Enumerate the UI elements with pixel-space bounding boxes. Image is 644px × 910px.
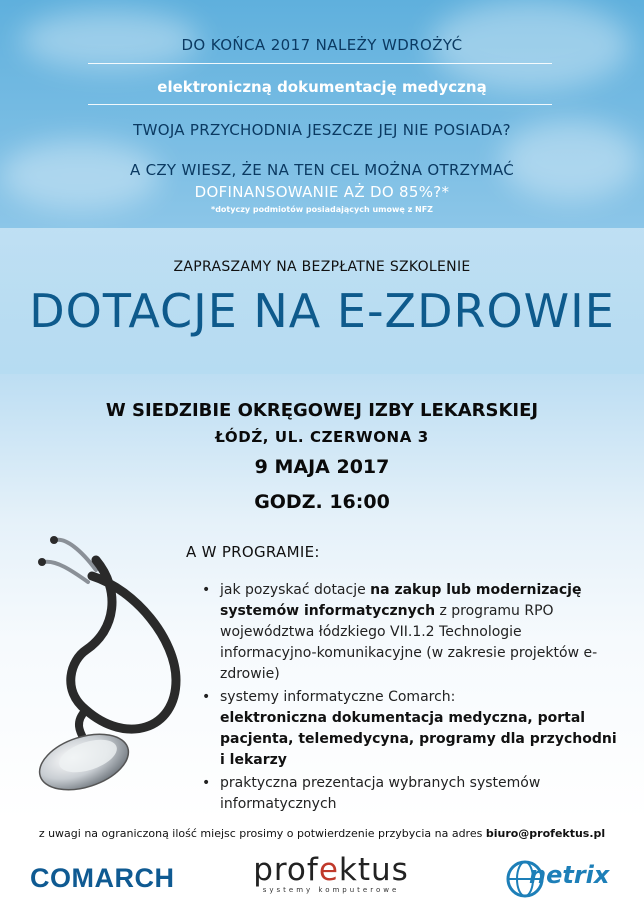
event-date: 9 MAJA 2017: [254, 456, 390, 478]
profektus-logo-subtitle: systemy komputerowe: [262, 886, 400, 894]
list-item-bold-text: elektroniczna dokumentacja medyczna, portal pacjenta, telemedycyna, programy dla przychodni i lekarzy: [220, 710, 617, 768]
list-item-bold-text: na zakup lub modernizację systemów informatycznych: [220, 582, 582, 619]
intro-footnote: *dotyczy podmiotów posiadających umowę z NFZ: [211, 205, 433, 214]
venue-address: ŁÓDŹ, UL. CZERWONA 3: [215, 428, 429, 446]
intro-line-5: DOFINANSOWANIE AŻ DO 85%?*: [194, 183, 450, 201]
intro-line-1: DO KOŃCA 2017 NALEŻY WDROŻYĆ: [181, 36, 463, 54]
list-item-text: systemy informatyczne Comarch:: [220, 689, 456, 705]
list-item-text: praktyczna prezentacja wybranych systemów informatycznych: [220, 775, 541, 812]
separator-line: [88, 63, 552, 64]
netrix-logo: [505, 855, 625, 899]
stethoscope-icon: [26, 530, 206, 800]
bullet-icon: •: [202, 582, 211, 598]
profektus-logo-text: profektus: [253, 852, 409, 888]
list-item-text: z programu RPO województwa łódzkiego VII.1.2 Technologie informacyjno-komunikacyjne (w zakresie projektów e-zdrowie): [220, 603, 598, 682]
list-item: [200, 773, 620, 815]
invite-line: ZAPRASZAMY NA BEZPŁATNE SZKOLENIE: [173, 259, 471, 275]
separator-line: [88, 104, 552, 105]
intro-line-2: elektroniczną dokumentację medyczną: [157, 78, 487, 96]
program-title: A W PROGRAMIE:: [186, 543, 320, 561]
list-item-text: jak pozyskać dotacje: [220, 582, 371, 598]
headline-title: DOTACJE NA E-ZDROWIE: [29, 284, 615, 338]
event-time: GODZ. 16:00: [254, 491, 390, 513]
list-item: [200, 687, 620, 771]
venue-place: W SIEDZIBIE OKRĘGOWEJ IZBY LEKARSKIEJ: [105, 400, 539, 421]
contact-email[interactable]: biuro@profektus.pl: [485, 827, 606, 840]
footer-note-text: z uwagi na ograniczoną ilość miejsc prosimy o potwierdzenie przybycia na adres: [38, 827, 486, 840]
intro-line-4: A CZY WIESZ, ŻE NA TEN CEL MOŻNA OTRZYMAĆ: [129, 161, 515, 179]
bullet-icon: •: [202, 689, 211, 705]
netrix-logo-text: netrix: [529, 861, 610, 889]
comarch-logo: COMARCH: [30, 863, 175, 893]
bullet-icon: •: [202, 775, 211, 791]
intro-line-3: TWOJA PRZYCHODNIA JESZCZE JEJ NIE POSIADA?: [133, 121, 511, 139]
profektus-logo: [246, 852, 416, 894]
footer-note: [0, 827, 644, 840]
list-item: [200, 580, 620, 685]
program-list: [200, 580, 620, 817]
